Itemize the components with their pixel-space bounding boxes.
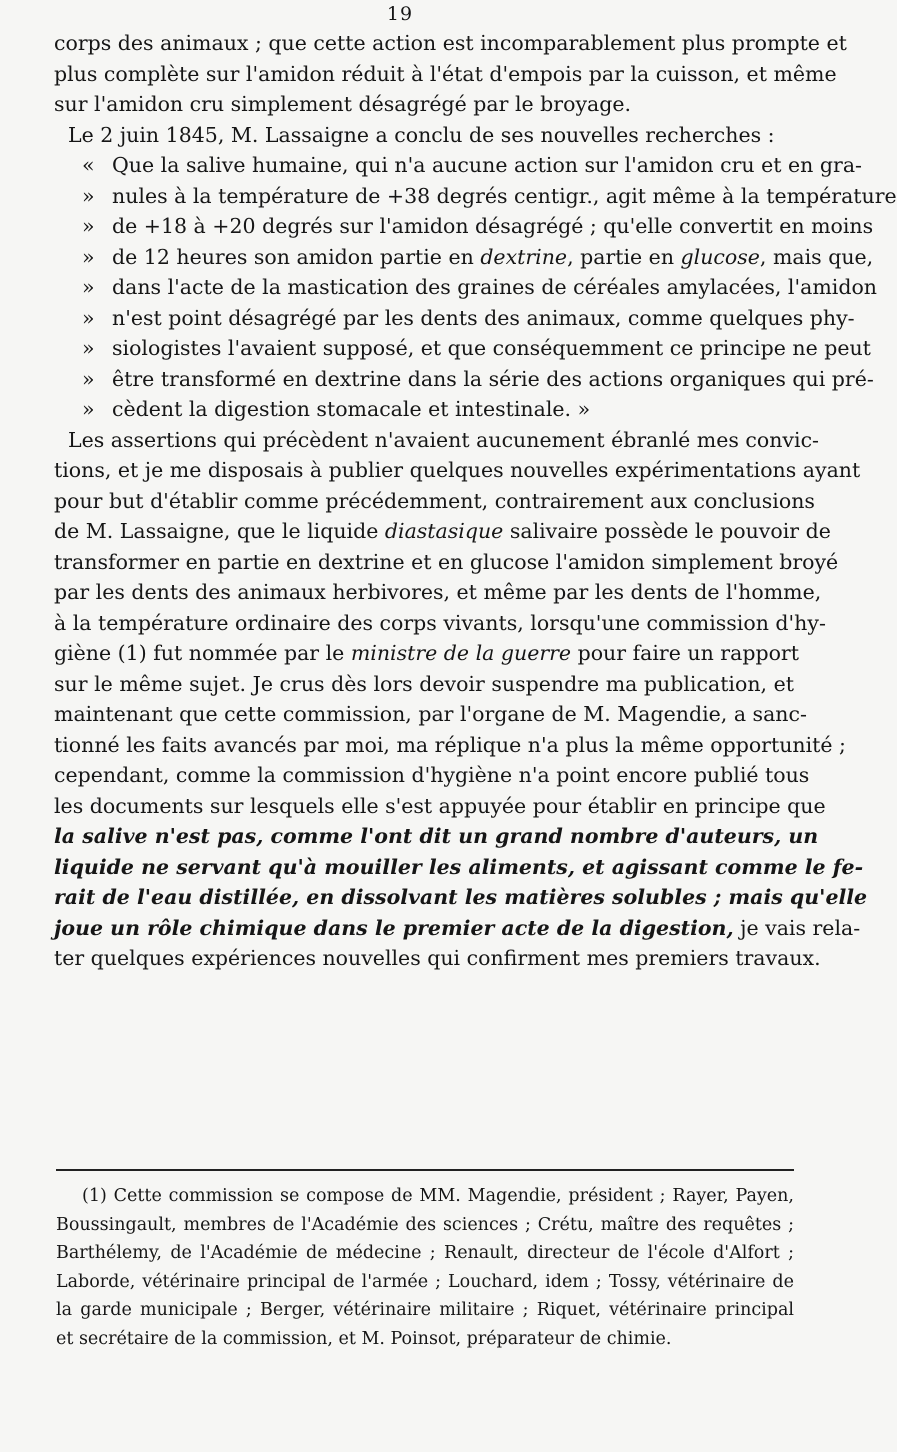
quote-text: cèdent la digestion stomacale et intestinale. » [112, 397, 591, 421]
text-line: pour but d'établir comme précédemment, contrairement aux conclusions [54, 488, 815, 513]
italic-term-dextrine: dextrine [480, 244, 568, 269]
text-line: sur l'amidon cru simplement désagrégé par le broyage. [54, 92, 632, 116]
page-number: 19 [386, 3, 414, 25]
main-text [54, 28, 897, 974]
text-line: plus complète sur l'amidon réduit à l'état d'empois par la cuisson, et même [54, 61, 837, 86]
italic-term-ministre: ministre de la guerre [350, 641, 572, 665]
emphasized-line: rait de l'eau distillée, en dissolvant les matières solubles ; mais qu'elle [54, 885, 868, 909]
quote-text [112, 242, 873, 273]
quote-text: dans l'acte de la mastication des graines de céréales amylacées, l'amidon [112, 275, 877, 299]
footnote-line: Barthélemy, de l'Académie de médecine ; Renault, directeur de l'école d'Alfort ; [56, 1243, 794, 1263]
text-line: tions, et je me disposais à publier quelques nouvelles expérimentations ayant [54, 458, 861, 482]
quote-mark: » [82, 275, 95, 299]
text-line: sur le même sujet. Je crus dès lors devoir suspendre ma publication, et [54, 671, 794, 696]
footnote-line: la garde municipale ; Berger, vétérinaire militaire ; Riquet, vétérinaire principal [56, 1300, 794, 1320]
text-run: , partie en [567, 244, 681, 269]
text-run: je vais rela- [733, 915, 861, 940]
footnote-line: Boussingault, membres de l'Académie des sciences ; Crétu, maître des requêtes ; [56, 1214, 794, 1235]
quote-text: Que la salive humaine, qui n'a aucune action sur l'amidon cru et en gra- [112, 153, 862, 177]
text-line: par les dents des animaux herbivores, et même par les dents de l'homme, [54, 580, 822, 604]
text-line [54, 913, 861, 944]
quote-mark: » [82, 336, 95, 360]
emphasized-line: liquide ne servant qu'à mouiller les aliments, et agissant comme le fe- [54, 854, 864, 879]
quote-text: nules à la température de +38 degrés centigr., agit même à la température [112, 183, 897, 208]
text-run: de M. Lassaigne, que le liquide [54, 519, 385, 543]
quote-text: siologistes l'avaient supposé, et que conséquemment ce principe ne peut [112, 336, 871, 360]
text-line: à la température ordinaire des corps vivants, lorsqu'une commission d'hy- [54, 610, 826, 635]
footnote-line: Laborde, vétérinaire principal de l'armée ; Louchard, idem ; Tossy, vétérinaire de [56, 1271, 794, 1292]
quote-line [54, 242, 874, 273]
quote-mark: » [82, 397, 95, 421]
text-line [54, 516, 831, 547]
text-line: Les assertions qui précèdent n'avaient aucunement ébranlé mes convic- [68, 427, 819, 452]
text-line: tionné les faits avancés par moi, ma réplique n'a plus la même opportunité ; [54, 732, 846, 757]
quote-mark: « [82, 153, 95, 177]
quote-line [54, 394, 794, 425]
quote-mark: » [82, 183, 95, 208]
quote-text: être transformé en dextrine dans la série des actions organiques qui pré- [112, 366, 874, 391]
text-line: les documents sur lesquels elle s'est appuyée pour établir en principe que [54, 793, 826, 818]
quote-line [54, 272, 877, 303]
italic-term-glucose: glucose [680, 244, 760, 269]
footnote [56, 1182, 794, 1353]
quote-mark: » [82, 244, 95, 269]
footnote-line: et secrétaire de la commission, et M. Poinsot, préparateur de chimie. [56, 1328, 672, 1349]
text-line: maintenant que cette commission, par l'organe de M. Magendie, a sanc- [54, 702, 807, 726]
text-run: , mais que, [759, 244, 874, 269]
text-run: pour faire un rapport [571, 641, 799, 665]
quote-mark: » [82, 305, 95, 330]
quote-text: de +18 à +20 degrés sur l'amidon désagrégé ; qu'elle convertit en moins [112, 214, 874, 238]
quote-line [54, 364, 874, 395]
quote-mark: » [82, 214, 95, 238]
footnote-divider [56, 1169, 794, 1171]
text-run: giène (1) fut nommée par le [54, 641, 351, 665]
italic-term-diastasique: diastasique [384, 519, 504, 543]
emphasized-line: la salive n'est pas, comme l'ont dit un grand nombre d'auteurs, un [54, 824, 819, 848]
text-line: Le 2 juin 1845, M. Lassaigne a conclu de ses nouvelles recherches : [68, 122, 775, 147]
text-line: transformer en partie en dextrine et en glucose l'amidon simplement broyé [54, 549, 839, 574]
text-line [54, 638, 799, 669]
footnote-line: (1) Cette commission se compose de MM. Magendie, président ; Rayer, Payen, [82, 1186, 794, 1206]
text-line: corps des animaux ; que cette action est incomparablement plus prompte et [54, 31, 847, 55]
text-line: ter quelques expériences nouvelles qui confirment mes premiers travaux. [54, 946, 821, 970]
text-run: salivaire possède le pouvoir de [503, 519, 831, 543]
quote-line [54, 150, 862, 181]
text-run: de 12 heures son amidon partie en [112, 244, 481, 269]
quote-line [54, 181, 897, 212]
quote-line [54, 333, 871, 364]
quote-line [54, 211, 874, 242]
emphasized-run: joue un rôle chimique dans le premier acte de la digestion, [54, 915, 734, 940]
text-line: cependant, comme la commission d'hygiène n'a point encore publié tous [54, 763, 810, 787]
quote-text: n'est point désagrégé par les dents des animaux, comme quelques phy- [112, 305, 855, 330]
quote-line [54, 303, 855, 334]
quote-mark: » [82, 366, 95, 391]
